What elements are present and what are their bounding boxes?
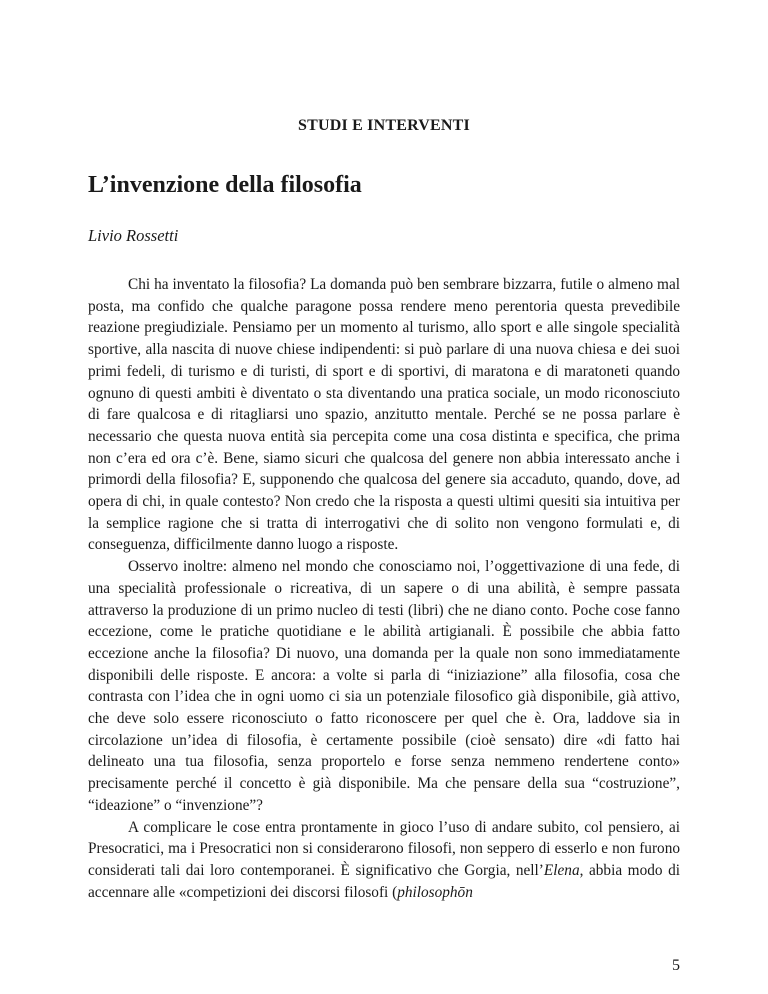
greek-term: philosophōn [397, 883, 473, 901]
paragraph-3-text-b: , abbia modo di accennare alle «competizioni dei discorsi filosofi ( [88, 861, 680, 901]
paragraph-1-text: Chi ha inventato la filosofia? La domanda può ben sembrare bizzarra, futile o almeno mal posta, ma confido che qualche paragone possa rendere meno perentoria questa prevedibile reazione pregiudiziale. Pensiamo per un momento al turismo, allo sport e alle singole specialità sportive, alla nascita di nuove chiese indipendenti: si può parlare di una nuova chiesa e dei suoi primi fedeli, di turismo e di turisti, di sport e di sportivi, di maratona e di maratoneti quando ognuno di questi ambiti è diventato o sta diventando una pratica sociale, un modo riconosciuto di fare qualcosa e di ritagliarsi uno spazio, anzitutto mentale. Perché se ne possa parlare è necessario che questa nuova entità sia percepita come una cosa distinta e specifica, che prima non c’era ed ora c’è. Bene, siamo sicuri che qualcosa del genere non abbia interessato anche i primordi della filosofia? E, supponendo che qualcosa del genere sia accaduto, quando, dove, ad opera di chi, in quale contesto? Non credo che la risposta a questi ultimi quesiti sia intuitiva per la semplice ragione che si tratta di interrogativi che di solito non vengono formulati e, di conseguenza, difficilmente danno luogo a risposte. [88, 276, 680, 554]
body-text [88, 274, 680, 903]
page-number: 5 [672, 957, 680, 974]
work-title-elena: Elena [543, 861, 580, 879]
paragraph-3-text-a: A complicare le cose entra prontamente in gioco l’uso di andare subito, col pensiero, ai Presocratici, ma i Presocratici non si considerarono filosofi, non seppero di esserlo e non furono considerati tali dai loro contemporanei. È significativo che Gorgia, nell’ [88, 818, 680, 879]
section-heading: STUDI E INTERVENTI [298, 117, 470, 134]
paragraph-3 [88, 817, 680, 904]
author-name: Livio Rossetti [88, 226, 179, 245]
paragraph-2-text: Osservo inoltre: almeno nel mondo che conosciamo noi, l’oggettivazione di una fede, di una specialità professionale o ricreativa, di un sapere o di una abilità, è sempre passata attraverso la produzione di un primo nucleo di testi (libri) che ne diano conto. Poche cose fanno eccezione, come le pratiche quotidiane e le abilità artigianali. È possibile che abbia fatto eccezione anche la filosofia? Di nuovo, una domanda per la quale non sono immediatamente disponibili delle risposte. E ancora: a volte si parla di “iniziazione” alla filosofia, cosa che contrasta con l’idea che in ogni uomo ci sia un potenziale filosofico già disponibile, già attivo, che deve solo essere riconosciuto o fatto riconoscere per quel che è. Ora, laddove sia in circolazione un’idea di filosofia, è certamente possibile (cioè sensato) dire «di fatto hai delineato una tua filosofia, senza proportelo e forse senza nemmeno rendertene conto» precisamente perché il concetto è già disponibile. Ma che pensare della sua “costruzione”, “ideazione” o “invenzione”? [88, 558, 680, 814]
paragraph-2 [88, 556, 680, 816]
article-title: L’invenzione della filosofia [88, 172, 362, 198]
paragraph-1 [88, 274, 680, 556]
